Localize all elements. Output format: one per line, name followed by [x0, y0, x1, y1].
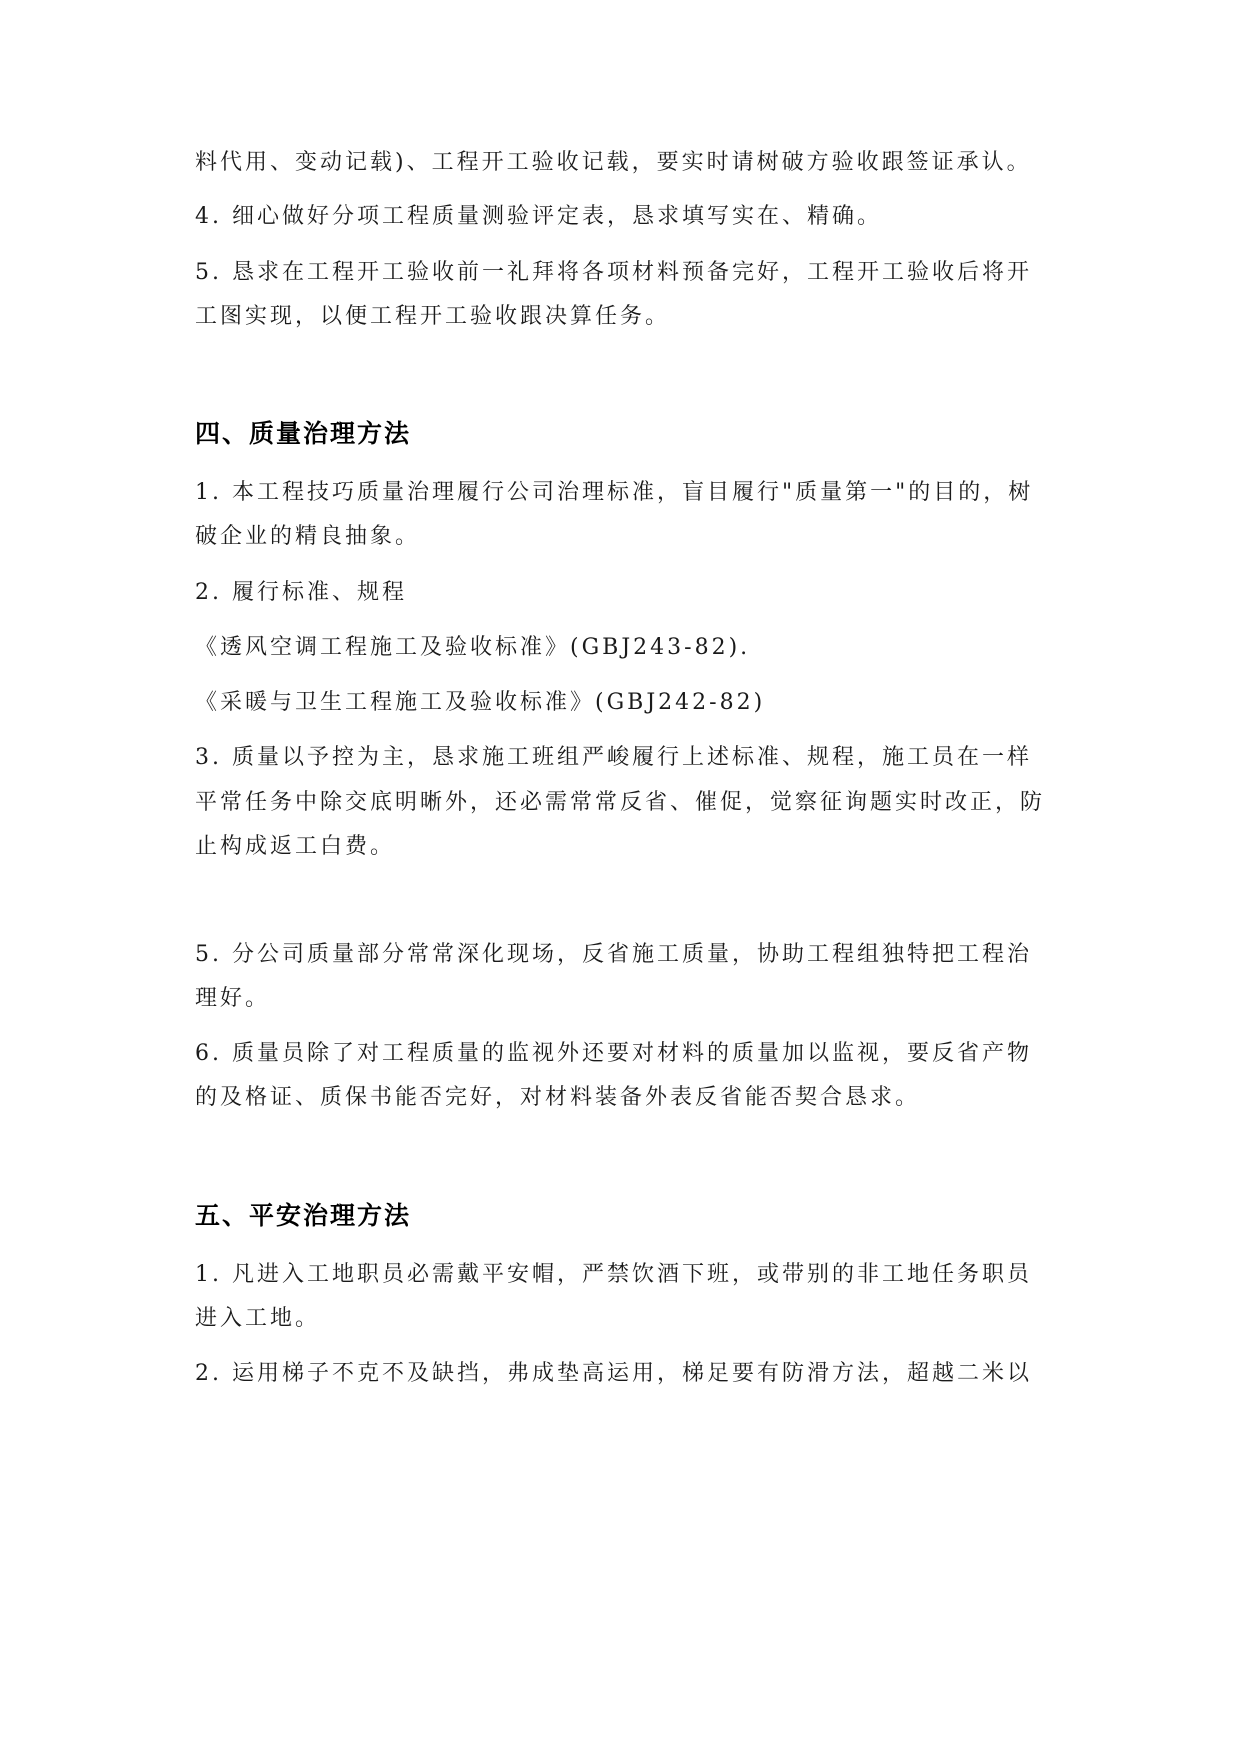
paragraph-line: 5. 恳求在工程开工验收前一礼拜将各项材料预备完好，工程开工验收后将开 — [195, 260, 1032, 285]
paragraph-line: 3. 质量以予控为主，恳求施工班组严峻履行上述标准、规程，施工员在一样 — [195, 745, 1032, 770]
paragraph-line: 止构成返工白费。 — [195, 834, 396, 859]
paragraph-line: 料代用、变动记载)、工程开工验收记载，要实时请树破方验收跟签证承认。 — [195, 150, 1032, 175]
paragraph-line: 平常任务中除交底明晰外，还必需常常反省、催促，觉察征询题实时改正，防 — [195, 790, 1046, 815]
paragraph-line: 4. 细心做好分项工程质量测验评定表，恳求填写实在、精确。 — [195, 204, 882, 229]
section-heading: 五、平安治理方法 — [195, 1201, 412, 1230]
paragraph-line: 的及格证、质保书能否完好，对材料装备外表反省能否契合恳求。 — [195, 1085, 921, 1110]
standard-reference: 《透风空调工程施工及验收标准》(GBJ243-82). — [195, 635, 751, 660]
paragraph-line: 5. 分公司质量部分常常深化现场，反省施工质量，协助工程组独特把工程治 — [195, 942, 1032, 967]
paragraph-line: 理好。 — [195, 986, 271, 1011]
paragraph-line: 工图实现，以便工程开工验收跟决算任务。 — [195, 304, 671, 329]
paragraph-line: 2. 运用梯子不克不及缺挡，弗成垫高运用，梯足要有防滑方法，超越二米以 — [195, 1361, 1032, 1386]
paragraph-line: 1. 本工程技巧质量治理履行公司治理标准，盲目履行"质量第一"的目的，树 — [195, 480, 1034, 505]
paragraph-line: 进入工地。 — [195, 1306, 321, 1331]
paragraph-line: 2. 履行标准、规程 — [195, 580, 407, 605]
section-heading: 四、质量治理方法 — [195, 419, 412, 448]
paragraph-line: 6. 质量员除了对工程质量的监视外还要对材料的质量加以监视，要反省产物 — [195, 1041, 1032, 1066]
paragraph-line: 破企业的精良抽象。 — [195, 524, 421, 549]
standard-reference: 《采暖与卫生工程施工及验收标准》(GBJ242-82) — [195, 690, 766, 715]
paragraph-line: 1. 凡进入工地职员必需戴平安帽，严禁饮酒下班，或带别的非工地任务职员 — [195, 1262, 1032, 1287]
